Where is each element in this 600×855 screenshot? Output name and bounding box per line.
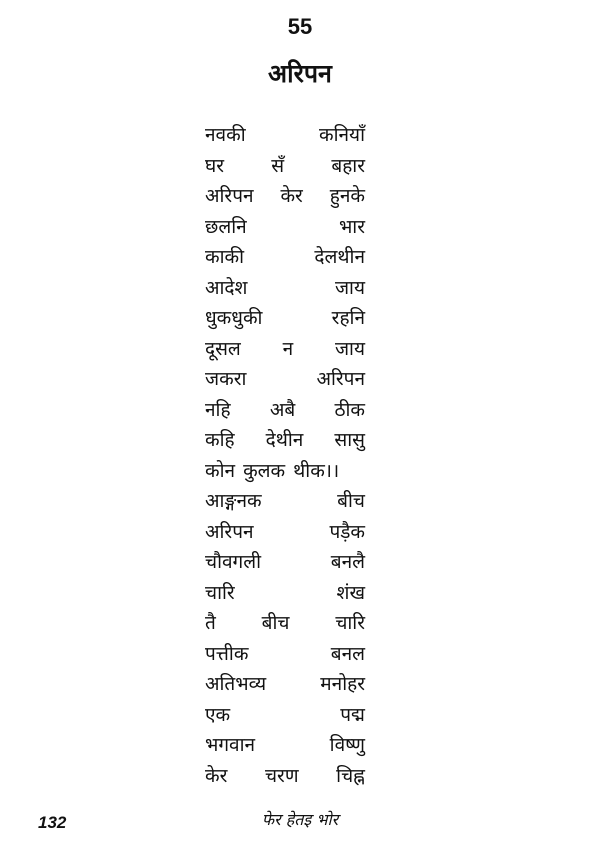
- poem-number: 55: [287, 14, 313, 39]
- word: छलनि: [205, 215, 247, 238]
- verse-line: [205, 120, 365, 151]
- word: जकरा: [205, 368, 247, 390]
- word: दूसल: [205, 337, 241, 360]
- verse-line: [205, 578, 365, 609]
- word: कहि: [205, 429, 235, 451]
- stanza-1: [205, 120, 365, 486]
- word: एक: [205, 703, 231, 726]
- word: हुनके: [329, 185, 365, 207]
- verse-line: [205, 486, 365, 517]
- verse-line: [205, 517, 365, 548]
- verse-line: [205, 242, 365, 273]
- verse-line: [205, 273, 365, 304]
- word: केर: [205, 764, 228, 787]
- word: जाय: [334, 276, 365, 299]
- word: घर: [205, 154, 225, 177]
- word: अरिपन: [205, 185, 254, 207]
- word: थीक।।: [293, 459, 340, 482]
- word: काकी: [205, 246, 245, 268]
- word: भगवान: [205, 734, 256, 756]
- verse-line: [205, 364, 365, 395]
- word: भार: [338, 215, 365, 238]
- verse-line: [205, 334, 365, 365]
- word: बीच: [261, 612, 290, 634]
- word: ठीक: [334, 398, 365, 421]
- word: मनोहर: [320, 673, 365, 695]
- word: चौवगली: [205, 551, 262, 573]
- word: बनल: [330, 642, 365, 665]
- verse-line: [205, 669, 365, 700]
- stanza-2: [205, 486, 365, 791]
- word: नहि: [205, 398, 231, 421]
- word: चरण: [264, 764, 299, 787]
- word: कनियाँ: [319, 124, 365, 146]
- word: अरिपन: [205, 520, 254, 543]
- word: तै: [205, 612, 216, 634]
- verse-line: [205, 761, 365, 792]
- word: न: [282, 337, 294, 360]
- word: केर: [280, 185, 303, 207]
- poem-title: अरिपन: [268, 59, 332, 88]
- verse-line: [205, 730, 365, 761]
- word: नवकी: [205, 124, 246, 146]
- word: सासु: [334, 429, 365, 451]
- verse-line: [205, 425, 365, 456]
- word: देलथीन: [314, 246, 365, 268]
- verse-line: [205, 547, 365, 578]
- page-number: 132: [38, 813, 67, 832]
- word: पड़ैक: [329, 520, 365, 543]
- verse-line: [205, 456, 365, 487]
- running-title: फेर हेतइ भोर: [261, 810, 339, 829]
- word: रहनि: [331, 307, 365, 329]
- word: बीच: [337, 490, 365, 512]
- verse-line: [205, 303, 365, 334]
- verse-line: [205, 700, 365, 731]
- word: चिह्न: [336, 764, 365, 787]
- word: अरिपन: [316, 368, 365, 390]
- word: चारि: [205, 581, 235, 604]
- word: चारि: [335, 612, 365, 634]
- word: आदेश: [205, 276, 248, 299]
- word: शंख: [336, 581, 365, 604]
- word: आङ्गनक: [205, 490, 262, 512]
- word: विष्णु: [329, 734, 365, 756]
- word: अतिभव्य: [205, 673, 267, 695]
- word: सँ: [271, 154, 285, 177]
- word: अबै: [269, 398, 296, 421]
- verse-line: [205, 639, 365, 670]
- word: पद्म: [340, 703, 365, 726]
- verse-line: [205, 608, 365, 639]
- verse-line: [205, 212, 365, 243]
- word: धुकधुकी: [205, 307, 263, 329]
- word: जाय: [334, 337, 365, 360]
- word: कुलक: [243, 459, 286, 482]
- word: पत्तीक: [205, 642, 249, 665]
- word: बनलै: [330, 551, 365, 573]
- word: बहार: [331, 154, 365, 177]
- verse-line: [205, 181, 365, 212]
- word: देथीन: [265, 429, 304, 451]
- word: कोन: [205, 459, 236, 482]
- verse-line: [205, 395, 365, 426]
- verse-line: [205, 151, 365, 182]
